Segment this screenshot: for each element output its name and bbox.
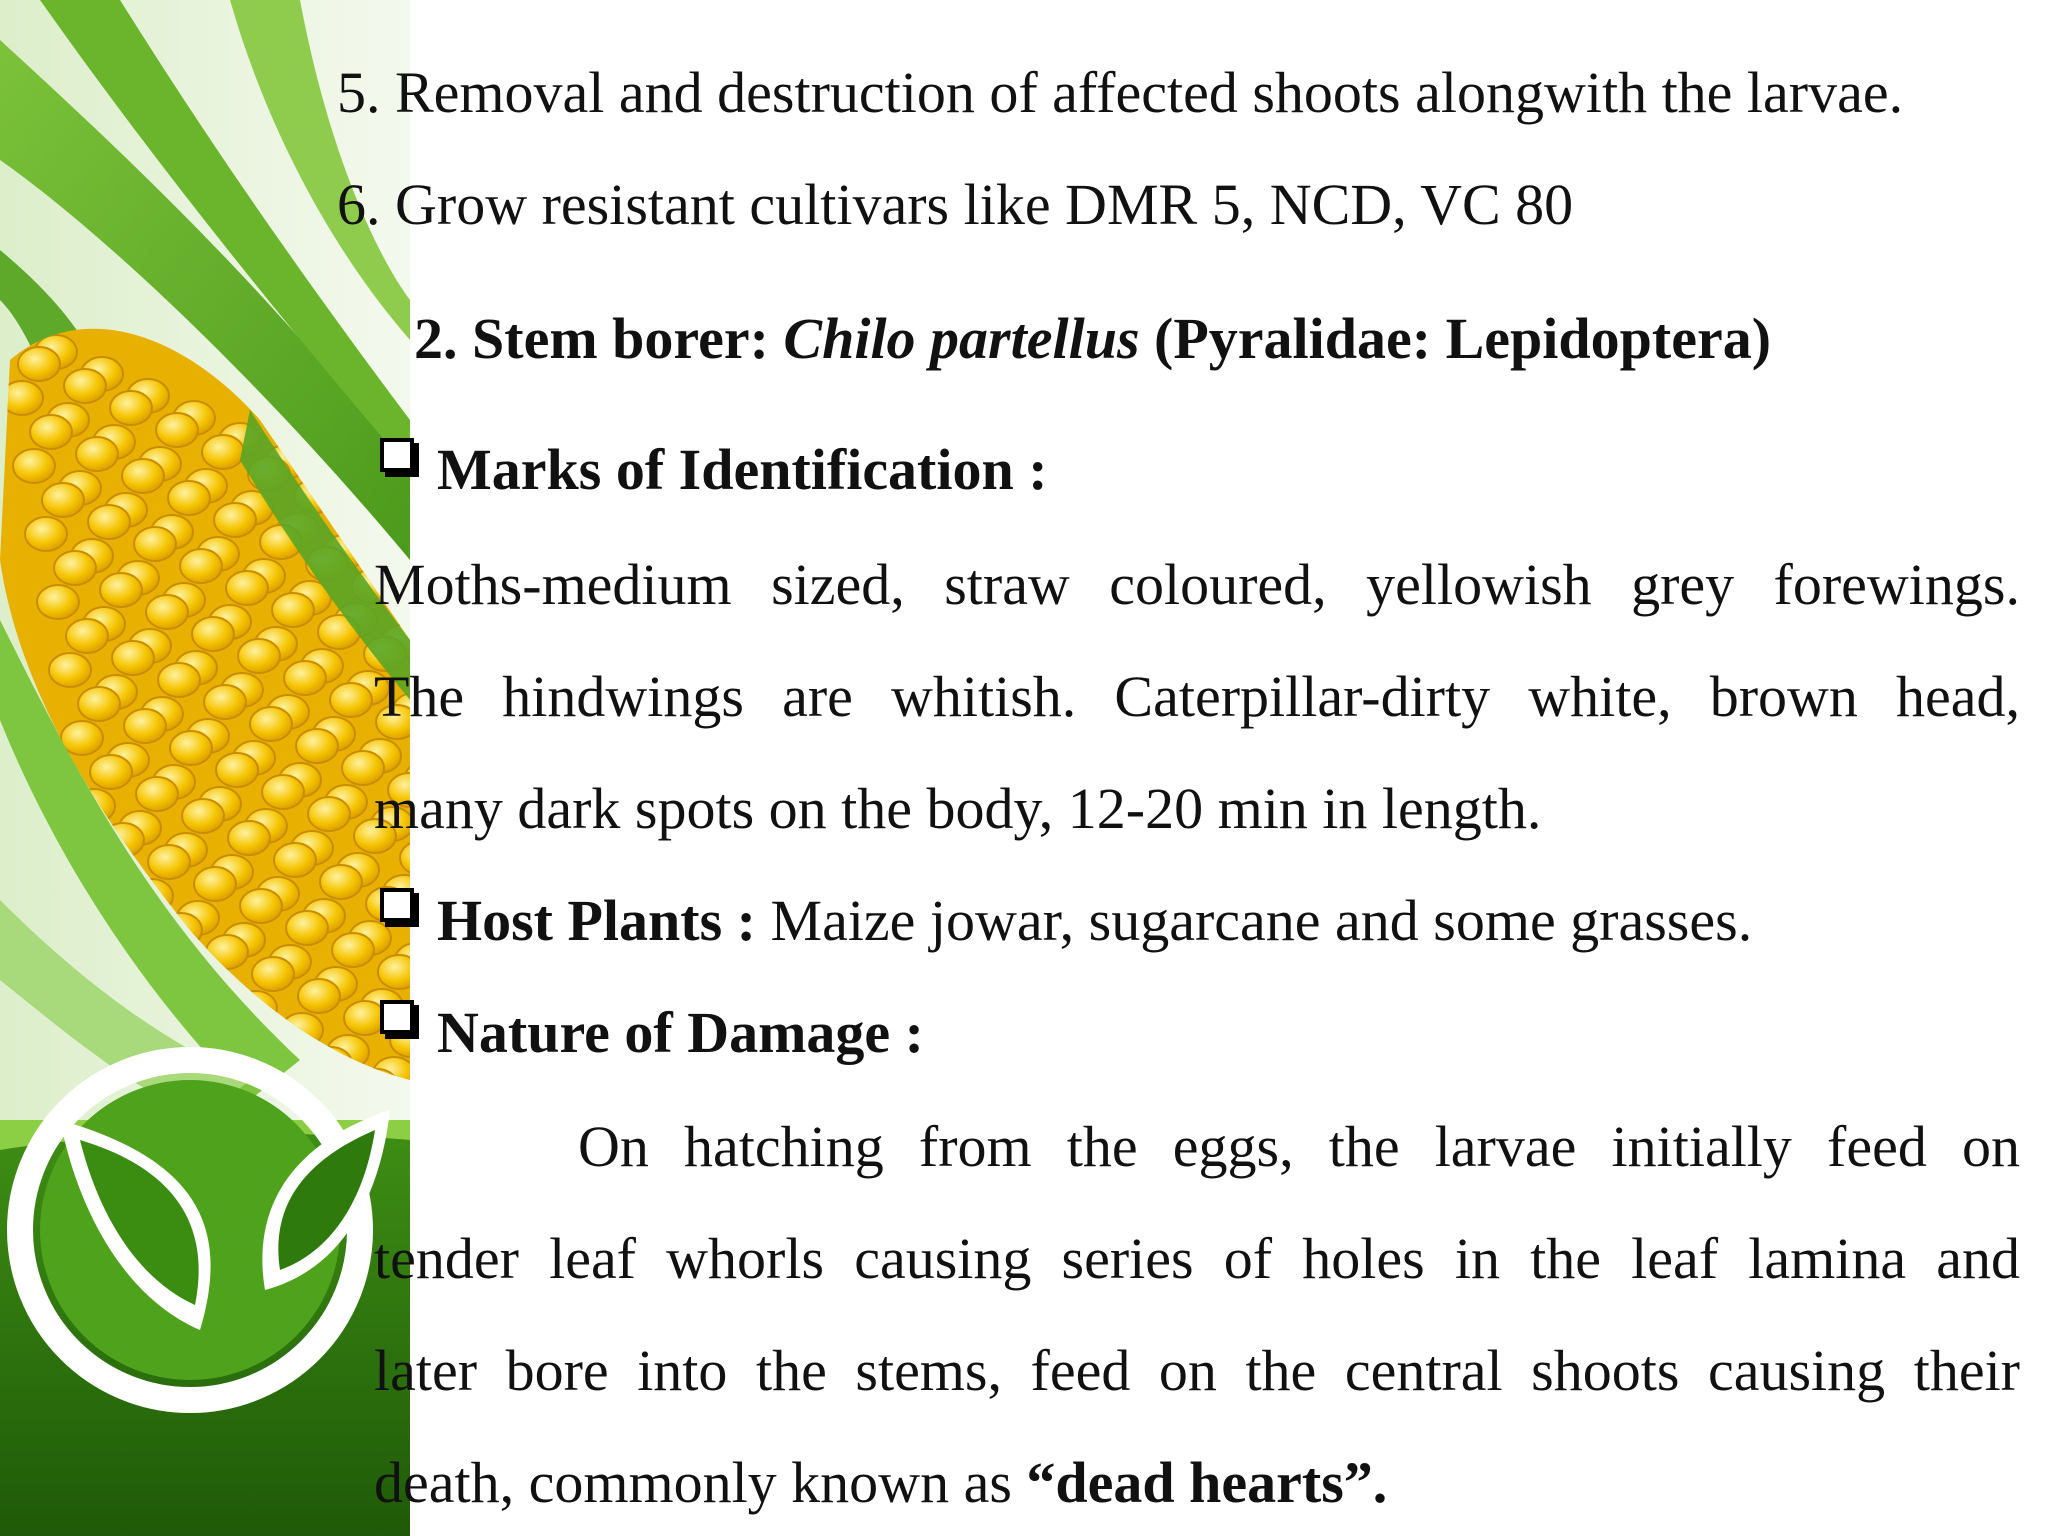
section-suffix: (Pyralidae: Lepidoptera) — [1139, 306, 1772, 371]
damage-label: Nature of Damage : — [437, 1000, 924, 1065]
damage-line-2: tender leaf whorls causing series of holes in the leaf lamina and — [374, 1226, 2020, 1291]
identification-line-1: Moths-medium sized, straw coloured, yellowish grey forewings. — [374, 552, 2020, 617]
host-text: Maize jowar, sugarcane and some grasses. — [770, 888, 1753, 953]
identification-line-2: The hindwings are whitish. Caterpillar-dirty white, brown head, — [374, 664, 2020, 729]
host-label: Host Plants : — [437, 888, 771, 953]
section-heading — [414, 306, 1772, 371]
damage-line-3: later bore into the stems, feed on the central shoots causing their — [374, 1338, 2020, 1403]
dead-hearts-term: “dead hearts”. — [1026, 1450, 1388, 1515]
damage-last-text: death, commonly known as — [374, 1450, 1027, 1515]
damage-line-1: On hatching from the eggs, the larvae initially feed on — [578, 1114, 2020, 1179]
checkbox-bullet-icon — [380, 1000, 414, 1034]
checkbox-bullet-icon — [380, 888, 414, 922]
damage-line-4 — [374, 1450, 1388, 1515]
identification-label: Marks of Identification : — [437, 437, 1048, 502]
host-plants — [437, 888, 1753, 953]
checkbox-bullet-icon — [380, 438, 414, 472]
section-prefix: 2. Stem borer: — [414, 306, 784, 371]
species-name: Chilo partellus — [783, 306, 1140, 371]
list-item-5: 5. Removal and destruction of affected shoots alongwith the larvae. — [337, 60, 1904, 125]
list-item-6: 6. Grow resistant cultivars like DMR 5, NCD, VC 80 — [337, 172, 1574, 237]
identification-line-3: many dark spots on the body, 12-20 min in length. — [374, 776, 1542, 841]
